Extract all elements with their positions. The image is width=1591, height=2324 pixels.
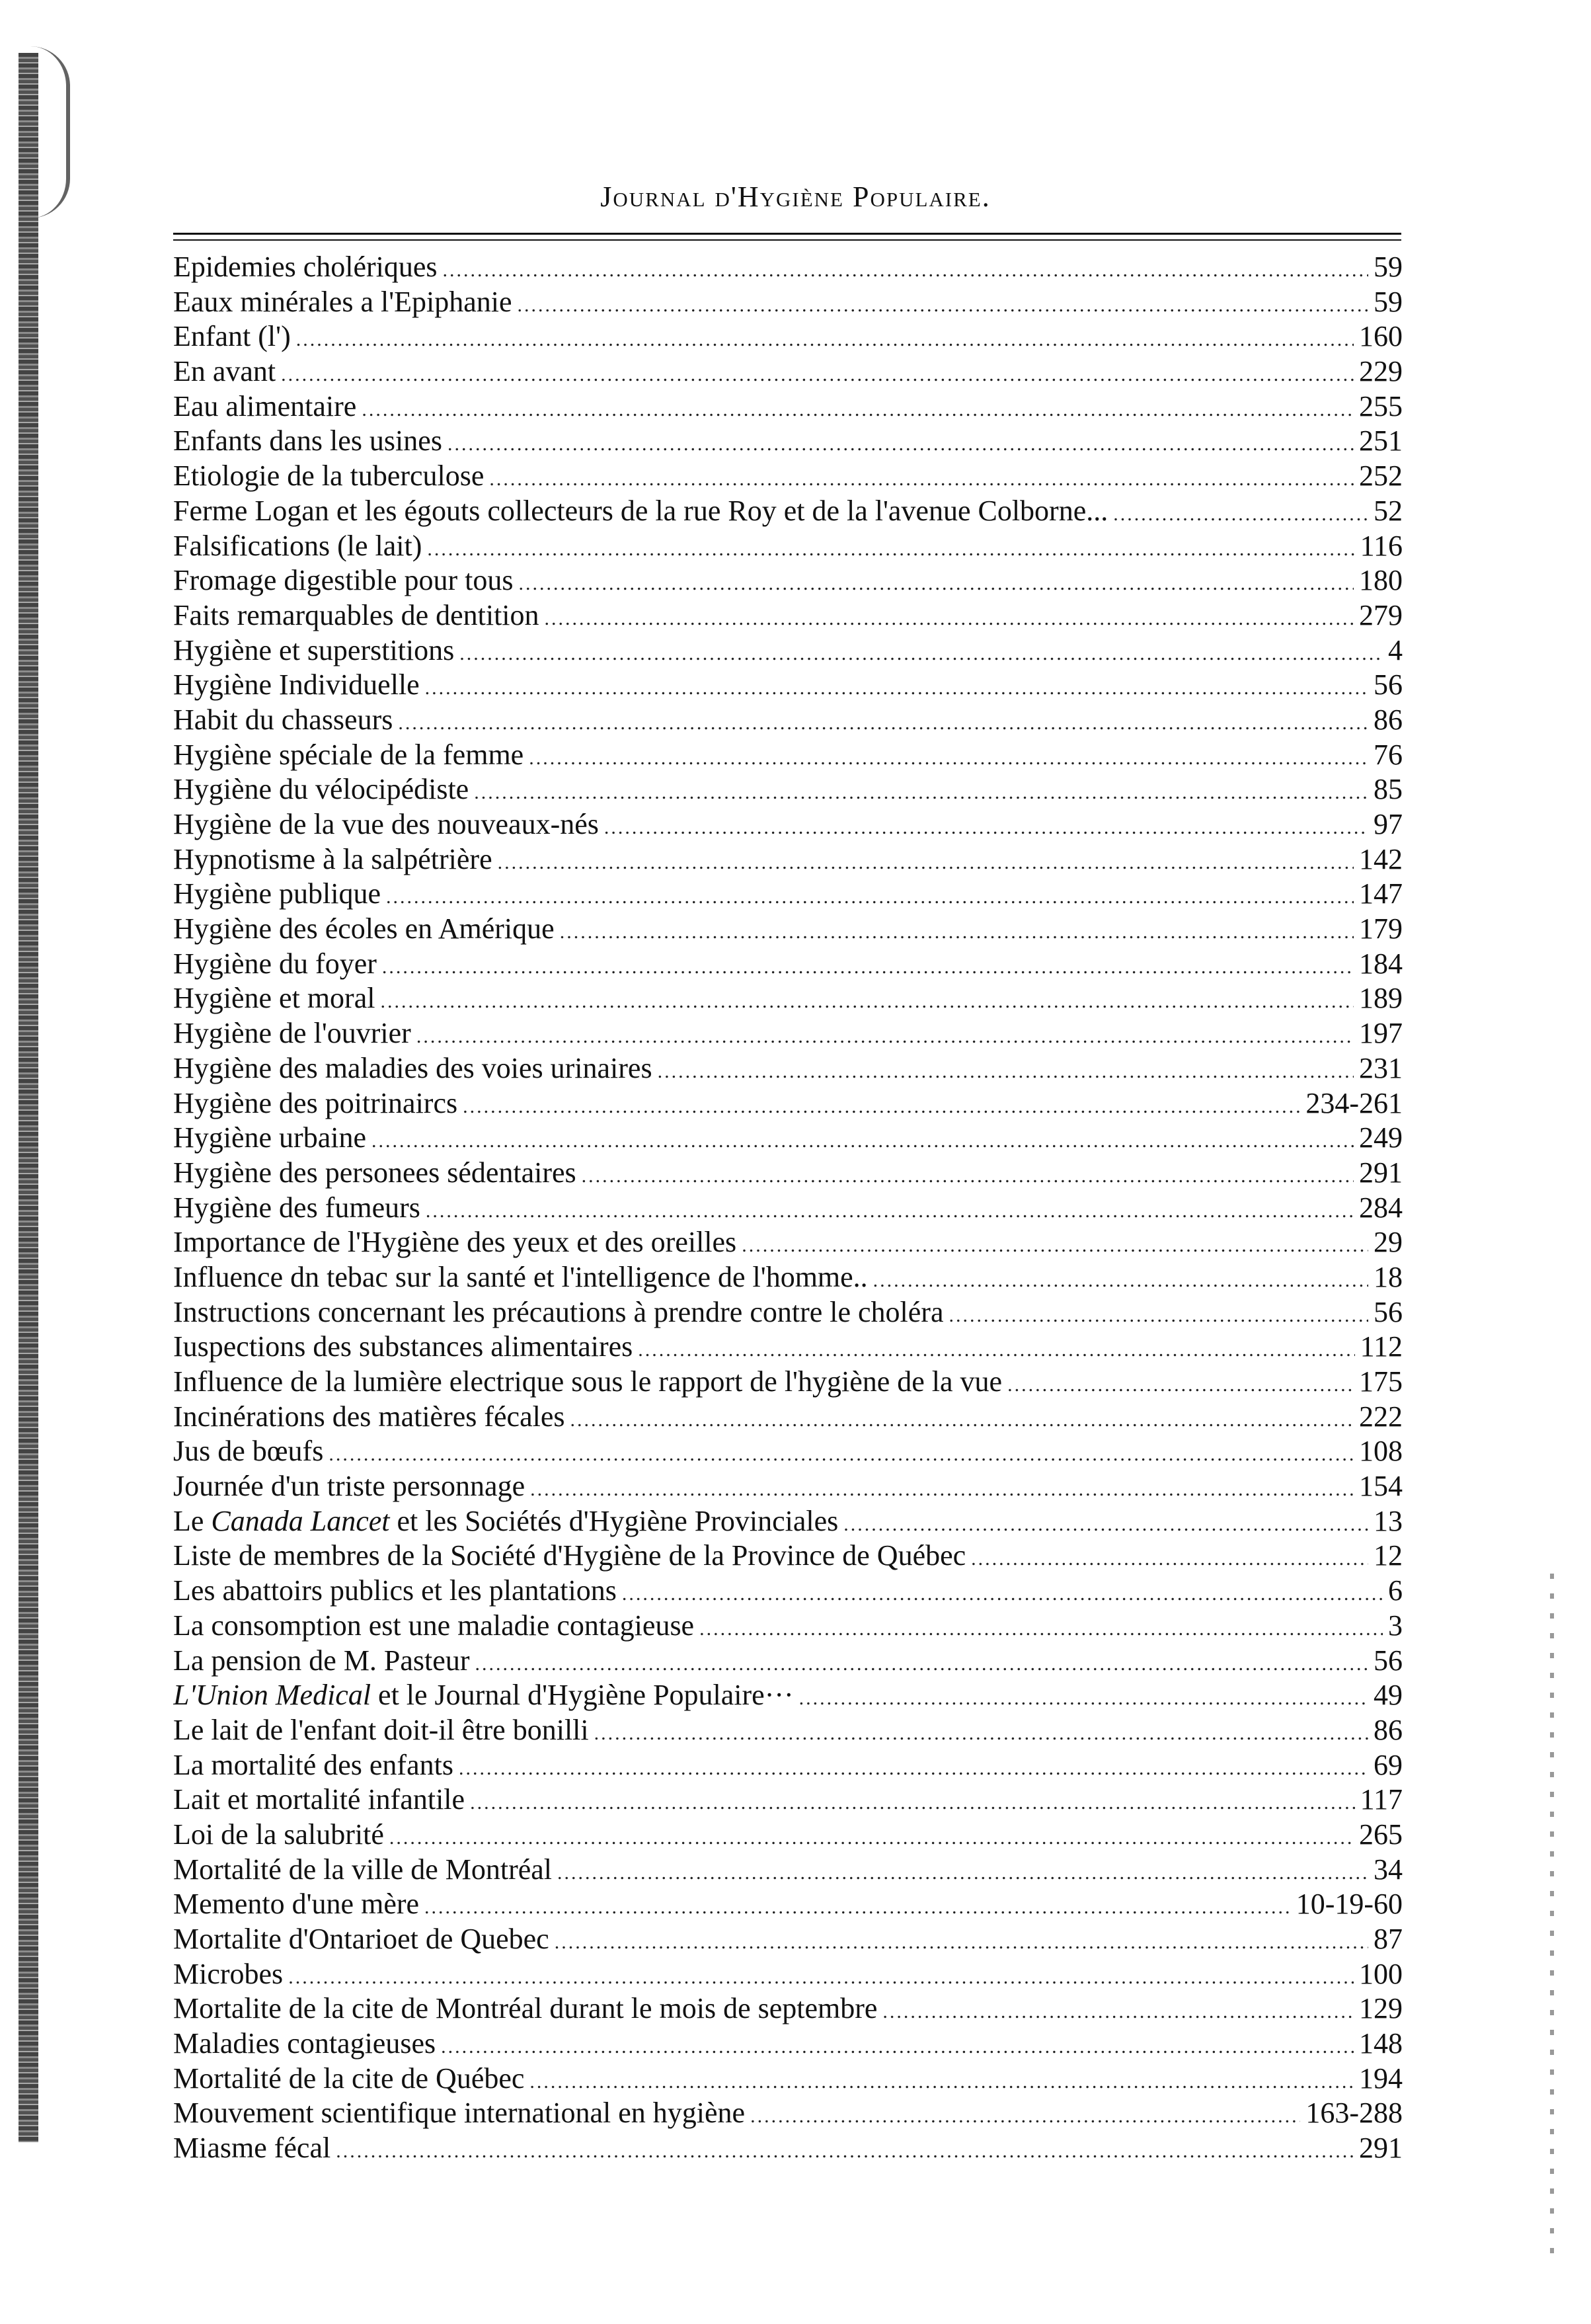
index-entry <box>173 1887 1403 1922</box>
entry-title: Mortalité de la ville de Montréal <box>173 1853 553 1886</box>
index-entry <box>173 389 1403 424</box>
entry-title <box>173 1678 794 1713</box>
dot-leader <box>949 1299 1368 1330</box>
index-entry <box>173 1783 1403 1818</box>
dot-leader <box>474 776 1368 807</box>
entry-title: Enfant (l') <box>173 320 291 353</box>
entry-page-number: 69 <box>1374 1748 1403 1781</box>
index-entry <box>173 1051 1403 1086</box>
index-list <box>173 250 1403 2166</box>
index-entry <box>173 1225 1403 1260</box>
entry-title: Epidemies cholériques <box>173 251 438 283</box>
entry-title: Hygiène et moral <box>173 982 375 1015</box>
dot-leader <box>594 1716 1368 1748</box>
entry-page-number: 86 <box>1374 703 1403 736</box>
entry-page-number: 117 <box>1360 1783 1403 1816</box>
index-entry <box>173 807 1403 842</box>
entry-page-number: 184 <box>1359 947 1403 980</box>
entry-title: Liste de membres de la Société d'Hygiène de la Province de Québec <box>173 1539 966 1572</box>
entry-title: Hygiène des fumeurs <box>173 1191 420 1224</box>
dot-leader <box>570 1403 1354 1435</box>
dot-leader <box>459 1751 1368 1783</box>
dot-leader <box>604 811 1368 842</box>
index-entry <box>173 1295 1403 1330</box>
entry-page-number: 251 <box>1359 424 1403 458</box>
dot-leader <box>489 462 1354 494</box>
dot-leader <box>443 253 1368 285</box>
entry-title: Mouvement scientifique international en hygiène <box>173 2097 746 2130</box>
entry-title: Eaux minérales a l'Epiphanie <box>173 285 512 318</box>
index-entry <box>173 529 1403 564</box>
entry-title: Eau alimentaire <box>173 389 357 422</box>
index-entry <box>173 1086 1403 1121</box>
entry-page-number: 222 <box>1359 1400 1403 1433</box>
entry-title: Hypnotisme à la salpétrière <box>173 842 492 875</box>
index-entry <box>173 2131 1403 2166</box>
index-entry <box>173 1260 1403 1295</box>
dot-leader <box>459 637 1383 668</box>
dot-leader <box>362 393 1354 424</box>
dot-leader <box>1113 497 1368 529</box>
entry-page-number: 255 <box>1359 389 1403 422</box>
dot-leader <box>560 915 1354 947</box>
index-entry <box>173 668 1403 703</box>
entry-page-number: 291 <box>1359 1156 1403 1189</box>
dot-leader <box>281 358 1354 389</box>
entry-page-number: 56 <box>1374 1644 1403 1677</box>
entry-page-number: 180 <box>1359 564 1403 597</box>
entry-page-number: 59 <box>1374 251 1403 283</box>
entry-title: Influence de la lumière electrique sous le rapport de l'hygiène de la vue <box>173 1365 1003 1398</box>
entry-title: Hygiène des écoles en Amérique <box>173 912 555 945</box>
dot-leader <box>519 567 1354 598</box>
entry-page-number: 189 <box>1359 982 1403 1015</box>
index-entry <box>173 563 1403 598</box>
entry-title: Hygiène Individuelle <box>173 668 420 701</box>
entry-page-number: 291 <box>1359 2132 1403 2165</box>
entry-title: Habit du chasseurs <box>173 703 393 736</box>
dot-leader <box>622 1577 1383 1609</box>
dot-leader <box>386 880 1354 912</box>
entry-title: Etiologie de la tuberculose <box>173 460 485 493</box>
entry-title: Mortalite d'Ontarioet de Quebec <box>173 1923 549 1955</box>
entry-page-number: 148 <box>1359 2027 1403 2060</box>
entry-page-number: 231 <box>1359 1051 1403 1084</box>
dot-leader <box>424 1890 1291 1922</box>
entry-title: La mortalité des enfants <box>173 1748 453 1781</box>
index-entry <box>173 1748 1403 1783</box>
dot-leader <box>389 1821 1354 1853</box>
binding-edge <box>19 53 38 2142</box>
header-rule-secondary <box>173 239 1401 241</box>
entry-title: Lait et mortalité infantile <box>173 1783 465 1816</box>
index-entry <box>173 285 1403 320</box>
dot-leader <box>441 2030 1354 2062</box>
index-entry <box>173 2026 1403 2062</box>
entry-title: Hygiène publique <box>173 877 381 910</box>
entry-title: Loi de la salubrité <box>173 1818 384 1851</box>
dot-leader <box>416 1020 1354 1051</box>
dot-leader <box>971 1542 1368 1574</box>
entry-title: Hygiène des personees sédentaires <box>173 1156 576 1189</box>
entry-title: Hygiène de l'ouvrier <box>173 1017 411 1050</box>
entry-page-number: 154 <box>1359 1470 1403 1503</box>
entry-page-number: 112 <box>1360 1330 1403 1363</box>
entry-page-number: 86 <box>1374 1713 1403 1746</box>
entry-title: Mortalité de la cite de Québec <box>173 2062 525 2095</box>
index-entry <box>173 703 1403 738</box>
index-entry <box>173 877 1403 912</box>
dot-leader <box>371 1124 1354 1156</box>
entry-title: Hygiène spéciale de la femme <box>173 738 524 771</box>
entry-page-number: 6 <box>1388 1574 1403 1607</box>
dot-leader <box>463 1090 1300 1121</box>
entry-title: Hygiène et superstitions <box>173 633 455 666</box>
entry-title <box>173 1504 838 1539</box>
dot-leader <box>699 1612 1383 1644</box>
index-entry <box>173 1818 1403 1853</box>
entry-title: Hygiène du foyer <box>173 947 377 980</box>
entry-page-number: 197 <box>1359 1017 1403 1050</box>
entry-title: Iuspections des substances alimentaires <box>173 1330 633 1363</box>
entry-title-italic: L'Union Medical <box>173 1679 371 1712</box>
entry-page-number: 179 <box>1359 912 1403 945</box>
index-entry <box>173 424 1403 459</box>
index-entry <box>173 1121 1403 1156</box>
index-entry <box>173 1713 1403 1748</box>
index-entry <box>173 1434 1403 1469</box>
entry-page-number: 97 <box>1374 808 1403 840</box>
index-entry <box>173 1539 1403 1574</box>
entry-title: Hygiène urbaine <box>173 1121 366 1154</box>
dot-leader <box>296 323 1354 354</box>
entry-title: Memento d'une mère <box>173 1888 420 1921</box>
entry-title: Mortalite de la cite de Montréal durant le mois de septembre <box>173 1992 878 2025</box>
index-entry <box>173 1678 1403 1713</box>
index-entry <box>173 1156 1403 1191</box>
index-entry <box>173 459 1403 494</box>
entry-title: Hygiène des poitrinaircs <box>173 1086 458 1119</box>
entry-page-number: 249 <box>1359 1121 1403 1154</box>
entry-page-number: 85 <box>1374 773 1403 806</box>
dot-leader <box>1007 1368 1354 1400</box>
index-entry <box>173 1016 1403 1051</box>
dot-leader <box>799 1681 1368 1713</box>
dot-leader <box>742 1228 1368 1260</box>
dot-leader <box>398 706 1368 738</box>
entry-page-number: 3 <box>1388 1609 1403 1642</box>
index-entry <box>173 947 1403 982</box>
dot-leader <box>475 1647 1368 1679</box>
entry-title: Fromage digestible pour tous <box>173 564 514 597</box>
dot-leader <box>447 427 1354 459</box>
index-entry <box>173 1504 1403 1539</box>
index-entry <box>173 633 1403 668</box>
index-entry <box>173 1922 1403 1957</box>
index-entry <box>173 1609 1403 1644</box>
index-entry <box>173 1644 1403 1679</box>
entry-title-suffix: et les Sociétés d'Hygiène Provinciales <box>389 1504 839 1537</box>
index-entry <box>173 250 1403 285</box>
index-entry <box>173 981 1403 1016</box>
index-entry <box>173 598 1403 633</box>
entry-page-number: 108 <box>1359 1435 1403 1468</box>
dot-leader <box>582 1159 1354 1191</box>
index-entry <box>173 1574 1403 1609</box>
index-entry <box>173 1330 1403 1365</box>
entry-title: Hygiène des maladies des voies urinaires <box>173 1051 652 1084</box>
entry-page-number: 59 <box>1374 285 1403 318</box>
entry-page-number: 10-19-60 <box>1296 1888 1403 1921</box>
entry-title: Microbes <box>173 1957 284 1990</box>
dot-leader <box>530 1472 1354 1504</box>
entry-title: Jus de bœufs <box>173 1435 324 1468</box>
entry-page-number: 100 <box>1359 1957 1403 1990</box>
dot-leader <box>518 288 1368 320</box>
entry-title: Miasme fécal <box>173 2132 331 2165</box>
entry-page-number: 116 <box>1360 529 1403 562</box>
entry-page-number: 34 <box>1374 1853 1403 1886</box>
entry-page-number: 56 <box>1374 1295 1403 1328</box>
dot-leader <box>382 950 1354 982</box>
entry-title: La consomption est une maladie contagieuse <box>173 1609 695 1642</box>
dot-leader <box>336 2134 1354 2166</box>
page-title: Journal d'Hygiène Populaire. <box>600 180 991 213</box>
index-entry <box>173 912 1403 947</box>
entry-page-number: 13 <box>1374 1504 1403 1537</box>
dot-leader <box>426 1194 1354 1226</box>
entry-title: Ferme Logan et les égouts collecteurs de la rue Roy et de la l'avenue Colborne... <box>173 494 1108 527</box>
dot-leader <box>427 532 1354 564</box>
dot-leader <box>557 1856 1368 1888</box>
dot-leader <box>529 741 1368 773</box>
entry-title: Importance de l'Hygiène des yeux et des oreilles <box>173 1226 737 1259</box>
entry-title: Enfants dans les usines <box>173 424 442 458</box>
entry-page-number: 142 <box>1359 842 1403 875</box>
dot-leader <box>750 2099 1300 2131</box>
index-entry <box>173 842 1403 877</box>
entry-page-number: 265 <box>1359 1818 1403 1851</box>
entry-title: Falsifications (le lait) <box>173 529 422 562</box>
index-entry <box>173 2062 1403 2097</box>
entry-title: Hygiène de la vue des nouveaux-nés <box>173 808 599 840</box>
dot-leader <box>288 1960 1354 1992</box>
dot-leader <box>658 1055 1354 1086</box>
entry-page-number: 49 <box>1374 1679 1403 1712</box>
dot-leader <box>843 1507 1368 1539</box>
index-entry <box>173 1853 1403 1888</box>
entry-page-number: 279 <box>1359 598 1403 631</box>
index-entry <box>173 354 1403 389</box>
index-entry <box>173 1469 1403 1504</box>
entry-title: Maladies contagieuses <box>173 2027 436 2060</box>
dot-leader <box>555 1925 1368 1957</box>
entry-title-prefix: Le <box>173 1504 212 1537</box>
index-entry <box>173 1191 1403 1226</box>
index-entry <box>173 772 1403 807</box>
entry-page-number: 160 <box>1359 320 1403 353</box>
dot-leader <box>470 1786 1355 1818</box>
index-entry <box>173 738 1403 773</box>
entry-title: Incinérations des matières fécales <box>173 1400 565 1433</box>
entry-title: Faits remarquables de dentition <box>173 598 539 631</box>
dot-leader <box>529 2065 1354 2097</box>
margin-mark <box>1550 1574 1554 2261</box>
dot-leader <box>498 846 1354 877</box>
header-rule <box>173 233 1401 235</box>
entry-page-number: 18 <box>1374 1260 1403 1293</box>
index-entry <box>173 1957 1403 1992</box>
dot-leader <box>329 1437 1354 1469</box>
dot-leader <box>425 671 1368 703</box>
entry-page-number: 29 <box>1374 1226 1403 1259</box>
entry-page-number: 234-261 <box>1305 1086 1403 1119</box>
entry-title: Influence dn tebac sur la santé et l'intelligence de l'homme.. <box>173 1260 868 1293</box>
entry-title-suffix: et le Journal d'Hygiène Populaire··· <box>371 1679 794 1712</box>
index-entry <box>173 1400 1403 1435</box>
entry-page-number: 87 <box>1374 1923 1403 1955</box>
dot-leader <box>545 602 1354 633</box>
index-entry <box>173 1365 1403 1400</box>
entry-page-number: 194 <box>1359 2062 1403 2095</box>
entry-page-number: 175 <box>1359 1365 1403 1398</box>
entry-page-number: 129 <box>1359 1992 1403 2025</box>
entry-title: Instructions concernant les précautions à prendre contre le choléra <box>173 1295 944 1328</box>
entry-page-number: 284 <box>1359 1191 1403 1224</box>
dot-leader <box>882 1995 1354 2026</box>
entry-title: Le lait de l'enfant doit-il être bonilli <box>173 1713 589 1746</box>
entry-page-number: 56 <box>1374 668 1403 701</box>
entry-title: En avant <box>173 355 276 388</box>
dot-leader <box>873 1263 1368 1295</box>
entry-title: Hygiène du vélocipédiste <box>173 773 469 806</box>
entry-title: Journée d'un triste personnage <box>173 1470 525 1503</box>
index-entry <box>173 319 1403 354</box>
entry-page-number: 76 <box>1374 738 1403 771</box>
entry-page-number: 147 <box>1359 877 1403 910</box>
entry-page-number: 252 <box>1359 460 1403 493</box>
entry-page-number: 163-288 <box>1305 2097 1403 2130</box>
dot-leader <box>380 984 1354 1016</box>
entry-page-number: 229 <box>1359 355 1403 388</box>
entry-page-number: 4 <box>1388 633 1403 666</box>
index-entry <box>173 2096 1403 2131</box>
entry-title: La pension de M. Pasteur <box>173 1644 470 1677</box>
entry-title: Les abattoirs publics et les plantations <box>173 1574 617 1607</box>
entry-page-number: 52 <box>1374 494 1403 527</box>
dot-leader <box>638 1333 1354 1365</box>
entry-title-italic: Canada Lancet <box>211 1504 390 1537</box>
index-entry <box>173 1991 1403 2026</box>
entry-page-number: 12 <box>1374 1539 1403 1572</box>
index-entry <box>173 494 1403 529</box>
